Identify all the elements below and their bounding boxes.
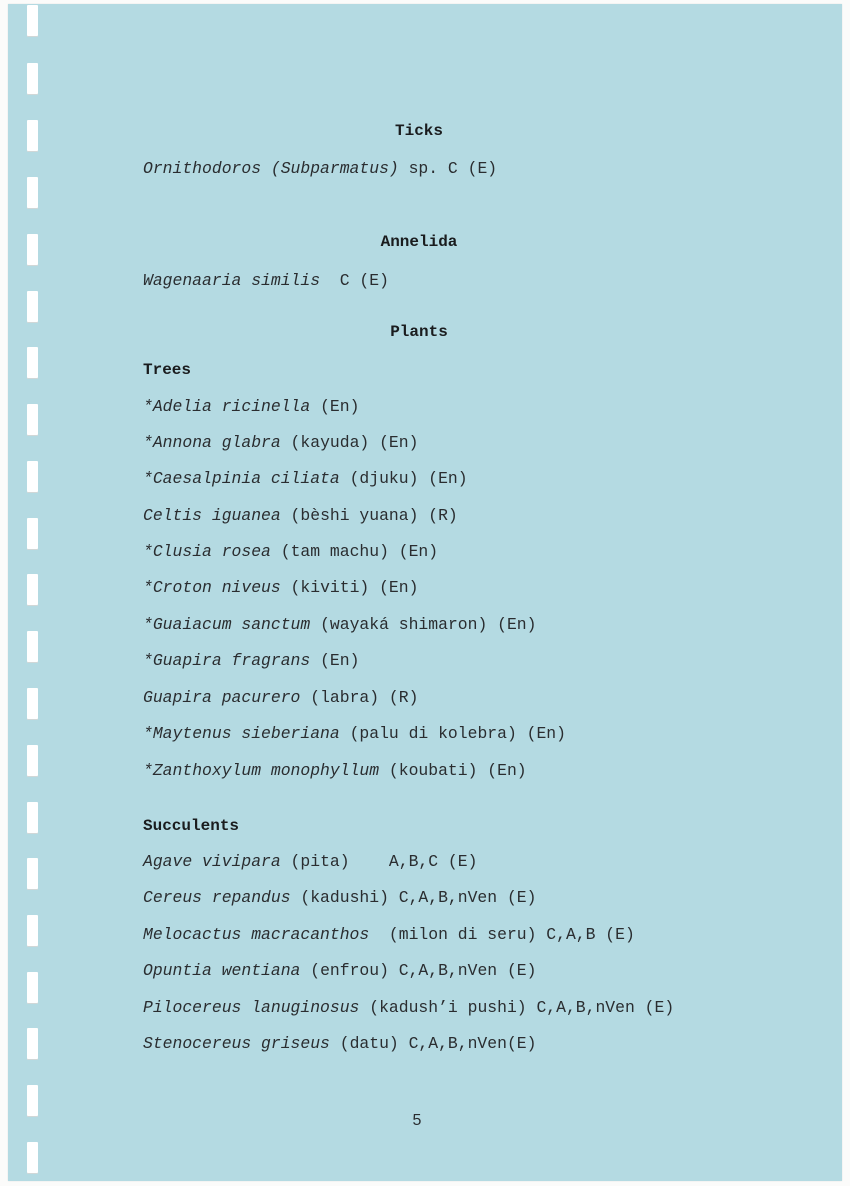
binding-hole bbox=[27, 177, 38, 209]
species-name: Adelia ricinella bbox=[152, 397, 311, 416]
tree-entry bbox=[143, 688, 418, 708]
binding-hole bbox=[27, 347, 38, 379]
species-name: Cereus repandus bbox=[143, 888, 291, 907]
section-heading-plants: Plants bbox=[390, 323, 448, 341]
species-details: (datu) C,A,B,nVen(E) bbox=[329, 1034, 537, 1053]
succulent-entry bbox=[143, 852, 477, 872]
species-name: Celtis iguanea bbox=[143, 506, 281, 525]
subsection-heading-trees: Trees bbox=[143, 361, 192, 379]
species-details: (En) bbox=[310, 651, 360, 670]
endemic-marker: * bbox=[143, 615, 153, 634]
tree-entry bbox=[143, 724, 566, 744]
endemic-marker: * bbox=[143, 724, 153, 743]
species-details: (En) bbox=[310, 397, 360, 416]
succulent-entry bbox=[143, 925, 635, 945]
tree-entry bbox=[143, 542, 438, 562]
species-details: (kadushi) C,A,B,nVen (E) bbox=[290, 888, 537, 907]
binding-hole bbox=[27, 518, 38, 550]
page-number: 5 bbox=[412, 1112, 422, 1129]
species-details: (milon di seru) C,A,B (E) bbox=[369, 925, 635, 944]
species-details: (kiviti) (En) bbox=[280, 578, 419, 597]
species-details: sp. C (E) bbox=[398, 159, 498, 178]
endemic-marker: * bbox=[143, 651, 153, 670]
tree-entry bbox=[143, 397, 359, 417]
binding-hole bbox=[27, 1028, 38, 1060]
binding-hole bbox=[27, 688, 38, 720]
tree-entry bbox=[143, 433, 418, 453]
endemic-marker: * bbox=[143, 433, 153, 452]
species-name: Guapira pacurero bbox=[143, 688, 301, 707]
endemic-marker: * bbox=[143, 397, 153, 416]
tree-entry bbox=[143, 578, 418, 598]
endemic-marker: * bbox=[143, 578, 153, 597]
subsection-heading-succulents: Succulents bbox=[143, 817, 240, 835]
species-name: Zanthoxylum monophyllum bbox=[152, 761, 380, 780]
species-details: (kadush’i pushi) C,A,B,nVen (E) bbox=[359, 998, 675, 1017]
species-details: (labra) (R) bbox=[300, 688, 419, 707]
species-details: (djuku) (En) bbox=[339, 469, 468, 488]
endemic-marker: * bbox=[143, 469, 153, 488]
species-name: Agave vivipara bbox=[143, 852, 281, 871]
tree-entry bbox=[143, 761, 527, 781]
species-details: (koubati) (En) bbox=[379, 761, 527, 780]
binding-hole bbox=[27, 1142, 38, 1174]
section-heading-annelida: Annelida bbox=[380, 233, 458, 251]
species-entry bbox=[143, 271, 389, 291]
species-name: Wagenaaria similis bbox=[143, 271, 321, 290]
tree-entry bbox=[143, 651, 359, 671]
binding-hole bbox=[27, 574, 38, 606]
species-entry bbox=[143, 159, 497, 179]
species-details: C (E) bbox=[320, 271, 389, 290]
species-name: Annona glabra bbox=[152, 433, 281, 452]
binding-hole bbox=[27, 461, 38, 493]
species-details: (pita) A,B,C (E) bbox=[280, 852, 478, 871]
species-name: Ornithodoros (Subparmatus) bbox=[143, 159, 399, 178]
species-name: Caesalpinia ciliata bbox=[152, 469, 340, 488]
species-name: Melocactus macracanthos bbox=[143, 925, 370, 944]
species-details: (wayaká shimaron) (En) bbox=[310, 615, 537, 634]
tree-entry bbox=[143, 615, 536, 635]
document-page bbox=[8, 4, 842, 1181]
tree-entry bbox=[143, 506, 458, 526]
succulent-entry bbox=[143, 998, 674, 1018]
species-details: (bèshi yuana) (R) bbox=[280, 506, 458, 525]
binding-hole bbox=[27, 745, 38, 777]
binding-hole bbox=[27, 63, 38, 95]
binding-hole bbox=[27, 5, 38, 37]
binding-hole bbox=[27, 858, 38, 890]
binding-hole bbox=[27, 972, 38, 1004]
species-details: (kayuda) (En) bbox=[280, 433, 419, 452]
binding-hole bbox=[27, 631, 38, 663]
species-name: Maytenus sieberiana bbox=[152, 724, 340, 743]
species-name: Guaiacum sanctum bbox=[152, 615, 311, 634]
binding-hole bbox=[27, 404, 38, 436]
binding-hole bbox=[27, 915, 38, 947]
binding-hole bbox=[27, 802, 38, 834]
succulent-entry bbox=[143, 888, 536, 908]
binding-hole bbox=[27, 291, 38, 323]
endemic-marker: * bbox=[143, 542, 153, 561]
species-name: Croton niveus bbox=[152, 578, 281, 597]
species-name: Guapira fragrans bbox=[152, 651, 311, 670]
species-name: Stenocereus griseus bbox=[143, 1034, 330, 1053]
tree-entry bbox=[143, 469, 468, 489]
species-name: Clusia rosea bbox=[152, 542, 271, 561]
species-name: Opuntia wentiana bbox=[143, 961, 301, 980]
section-heading-ticks: Ticks bbox=[394, 122, 443, 140]
succulent-entry bbox=[143, 1034, 536, 1054]
species-name: Pilocereus lanuginosus bbox=[143, 998, 360, 1017]
species-details: (palu di kolebra) (En) bbox=[339, 724, 566, 743]
species-details: (tam machu) (En) bbox=[270, 542, 439, 561]
species-details: (enfrou) C,A,B,nVen (E) bbox=[300, 961, 537, 980]
succulent-entry bbox=[143, 961, 536, 981]
endemic-marker: * bbox=[143, 761, 153, 780]
